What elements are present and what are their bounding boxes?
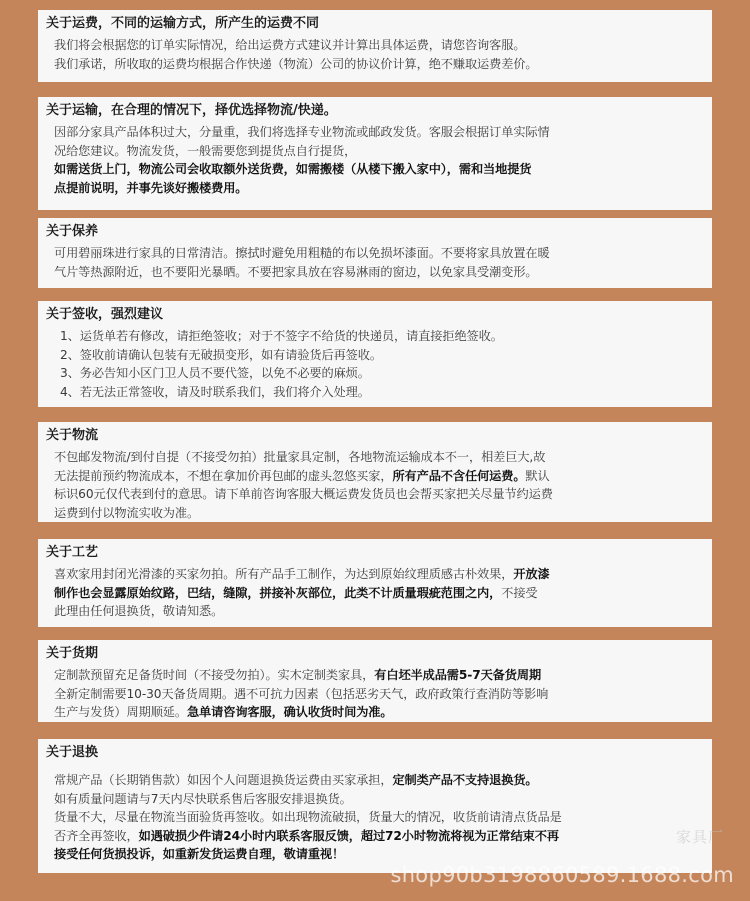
section-body: 定制款预留充足备货时间（不接受勿拍）。实木定制类家具，有白坯半成品需5-7天备货周期 全新定制需要10-30天备货周期。遇不可抗力因素（包括恶劣天气，政府政策行查消防等影响 生产与发货）周期顺延。急单请咨询客服，确认收货时间为准。 [54, 668, 549, 719]
section-title: 关于物流 [46, 428, 99, 443]
section-maintenance [38, 218, 712, 288]
section-title: 关于保养 [46, 224, 99, 239]
section-lead-time [38, 640, 712, 722]
section-title: 关于运费，不同的运输方式，所产生的运费不同 [46, 16, 320, 31]
section-title: 关于运输，在合理的情况下，择优选择物流/快递。 [46, 103, 337, 118]
section-logistics [38, 422, 712, 522]
section-body: 因部分家具产品体积过大，分量重，我们将选择专业物流或邮政发货。客服会根据订单实际情 况给您建议。物流发货，一般需要您到提货点自行提货， 如需送货上门，物流公司会收取额外送货费，如需搬楼（从楼下搬入家中），需和当地提货 点提前说明，并事先谈好搬楼费用。 [54, 125, 550, 195]
section-title: 关于工艺 [46, 545, 99, 560]
section-receipt [38, 301, 712, 407]
section-shipping-fee [38, 10, 712, 82]
section-body: 我们将会根据您的订单实际情况，给出运费方式建议并计算出具体运费，请您咨询客服。 我们承诺，所收取的运费均根据合作快递（物流）公司的协议价计算，绝不赚取运费差价。 [54, 38, 538, 71]
section-title: 关于退换 [46, 745, 99, 760]
section-title: 关于签收，强烈建议 [46, 307, 164, 322]
section-title: 关于货期 [46, 646, 99, 661]
section-body: 1、运货单若有修改，请拒绝签收；对于不签字不给货的快递员，请直接拒绝签收。 2、签收前请确认包装有无破损变形，如有请验货后再签收。 3、务必告知小区门卫人员不要代签，以免不必要的麻烦。 4、若无法正常签收，请及时联系我们，我们将介入处理。 [60, 329, 503, 399]
watermark-shop-url: shop90b3198860589.1688.com [390, 863, 734, 887]
section-craft [38, 539, 712, 627]
section-transport [38, 97, 712, 210]
section-returns [38, 739, 712, 873]
section-body: 喜欢家用封闭光滑漆的买家勿拍。所有产品手工制作，为达到原始纹理质感古朴效果，开放漆 制作也会显露原始纹路，巴结，缝隙，拼接补灰部位，此类不计质量瑕疵范围之内，不接受 此理由任何退换货，敬请知悉。 [54, 567, 550, 618]
section-body: 常规产品（长期销售款）如因个人问题退换货运费由买家承担，定制类产品不支持退换货。 如有质量问题请与7天内尽快联系售后客服安排退换货。 货量不大，尽量在物流当面验货再签收。如出现物流破损，货量大的情况，收货前请清点货品是 否齐全再签收，如遇破损少件请24小时内联系客服反馈，超过72小时物流将视为正常结束不再 接受任何货损投诉，如重新发货运费自理，敬请重视！ [54, 773, 562, 861]
section-body: 不包邮发物流/到付自提（不接受勿拍）批量家具定制，各地物流运输成本不一，相差巨大,故 无法提前预约物流成本，不想在拿加价再包邮的虚头忽悠买家，所有产品不含任何运费。默认 标识60元仅代表到付的意思。请下单前咨询客服大概运费发货员也会帮买家把关尽量节约运费 运费到付以物流实收为准。 [54, 450, 553, 520]
watermark-shop-name: 家具厂 [675, 828, 724, 846]
section-body: 可用碧丽珠进行家具的日常清洁。擦拭时避免用粗糙的布以免损坏漆面。不要将家具放置在暖 气片等热源附近，也不要阳光暴晒。不要把家具放在容易淋雨的窗边，以免家具受潮变形。 [54, 246, 550, 279]
